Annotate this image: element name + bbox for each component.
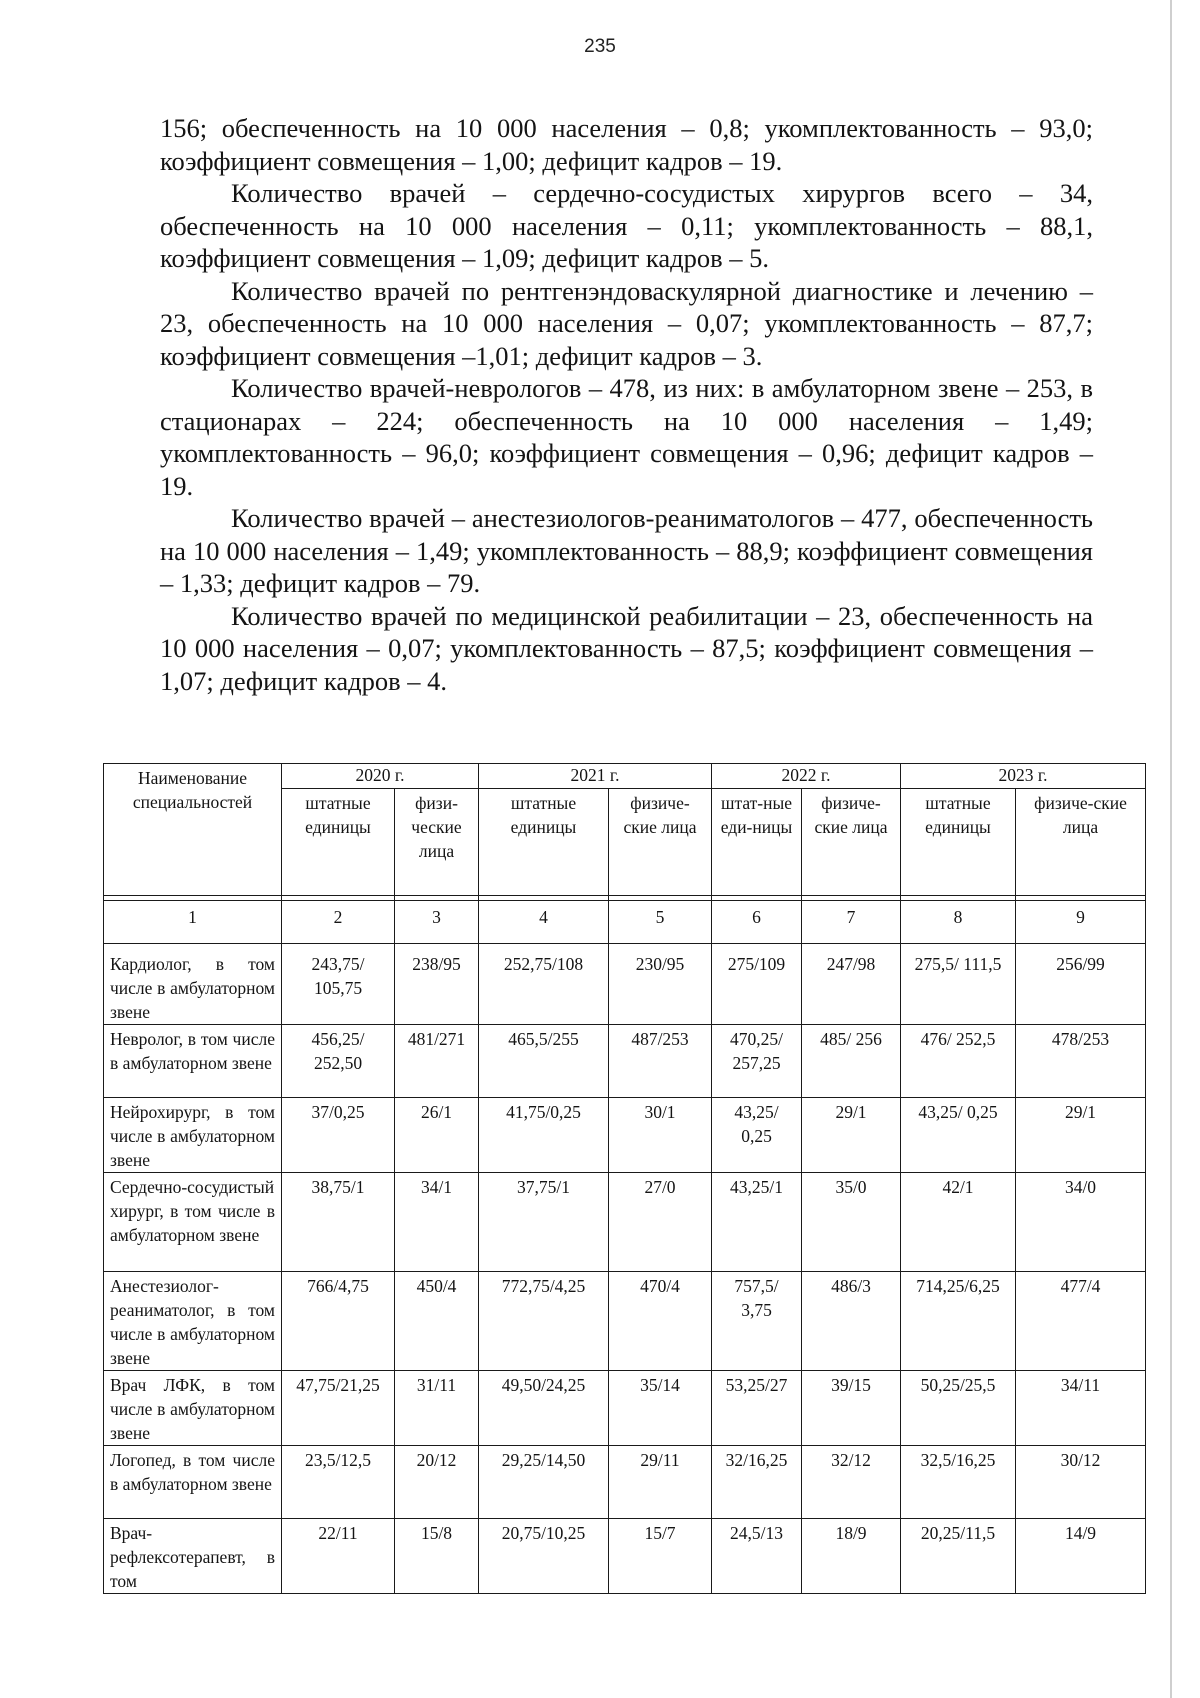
table-cell: 47,75/21,25 bbox=[282, 1371, 395, 1446]
table-cell: 38,75/1 bbox=[282, 1173, 395, 1272]
table-cell: 29/1 bbox=[802, 1098, 901, 1173]
specialty-name: Невролог, в том числе в амбулаторном звене bbox=[104, 1025, 282, 1098]
header-specialty: Наименование специальностей bbox=[104, 764, 282, 896]
table-row bbox=[104, 1025, 1146, 1098]
table-cell: 766/4,75 bbox=[282, 1272, 395, 1371]
specialty-name: Логопед, в том числе в амбулаторном звене bbox=[104, 1446, 282, 1519]
table-cell: 26/1 bbox=[395, 1098, 479, 1173]
table-cell: 32/12 bbox=[802, 1446, 901, 1519]
table-cell: 18/9 bbox=[802, 1519, 901, 1594]
table-cell: 256/99 bbox=[1016, 944, 1146, 1025]
table-cell: 252,75/108 bbox=[479, 944, 609, 1025]
table-cell: 29/1 bbox=[1016, 1098, 1146, 1173]
paragraph: Количество врачей-неврологов – 478, из них: в амбулаторном звене – 253, в стационарах – 224; обеспеченность на 10 000 населения – 1,49; укомплектованность – 96,0; коэффициент совмещения – 0,96; дефицит кадров – 19. bbox=[160, 373, 1093, 501]
table-cell: 41,75/0,25 bbox=[479, 1098, 609, 1173]
table-cell: 20,75/10,25 bbox=[479, 1519, 609, 1594]
header-year-2023: 2023 г. bbox=[901, 764, 1146, 789]
table-cell: 39/15 bbox=[802, 1371, 901, 1446]
table-cell: 476/ 252,5 bbox=[901, 1025, 1016, 1098]
subheader-cell: физиче-ские лица bbox=[609, 789, 712, 896]
body-text bbox=[160, 112, 1093, 697]
table-cell: 456,25/ 252,50 bbox=[282, 1025, 395, 1098]
specialty-name: Кардиолог, в том числе в амбулаторном звене bbox=[104, 944, 282, 1025]
table-cell: 49,50/24,25 bbox=[479, 1371, 609, 1446]
table-cell: 34/0 bbox=[1016, 1173, 1146, 1272]
table-cell: 470/4 bbox=[609, 1272, 712, 1371]
table-cell: 23,5/12,5 bbox=[282, 1446, 395, 1519]
table-cell: 43,25/ 0,25 bbox=[712, 1098, 802, 1173]
table-cell: 486/3 bbox=[802, 1272, 901, 1371]
table-row bbox=[104, 1446, 1146, 1519]
subheader-cell: штатные единицы bbox=[901, 789, 1016, 896]
table-cell: 487/253 bbox=[609, 1025, 712, 1098]
table-cell: 43,25/ 0,25 bbox=[901, 1098, 1016, 1173]
column-number-row bbox=[104, 901, 1146, 944]
column-number: 7 bbox=[802, 901, 901, 944]
table-cell: 29,25/14,50 bbox=[479, 1446, 609, 1519]
table-cell: 35/14 bbox=[609, 1371, 712, 1446]
paragraph: Количество врачей – сердечно-сосудистых хирургов всего – 34, обеспеченность на 10 000 населения – 0,11; укомплектованность – 88,1, коэффициент совмещения – 1,09; дефицит кадров – 5. bbox=[160, 178, 1093, 273]
table-cell: 37,75/1 bbox=[479, 1173, 609, 1272]
specialty-name: Анестезиолог-реаниматолог, в том числе в амбулаторном звене bbox=[104, 1272, 282, 1371]
table-cell: 772,75/4,25 bbox=[479, 1272, 609, 1371]
staffing-table bbox=[103, 763, 1146, 1594]
table-cell: 37/0,25 bbox=[282, 1098, 395, 1173]
staffing-table-container bbox=[103, 763, 1145, 1594]
subheader-cell: штат-ные еди-ницы bbox=[712, 789, 802, 896]
table-cell: 470,25/ 257,25 bbox=[712, 1025, 802, 1098]
table-cell: 15/8 bbox=[395, 1519, 479, 1594]
page-edge-line bbox=[1170, 0, 1172, 1698]
table-cell: 478/253 bbox=[1016, 1025, 1146, 1098]
specialty-name: Врач ЛФК, в том числе в амбулаторном звене bbox=[104, 1371, 282, 1446]
table-cell: 15/7 bbox=[609, 1519, 712, 1594]
page-number: 235 bbox=[584, 36, 616, 57]
table-cell: 481/271 bbox=[395, 1025, 479, 1098]
column-number: 4 bbox=[479, 901, 609, 944]
table-cell: 714,25/6,25 bbox=[901, 1272, 1016, 1371]
specialty-name: Нейрохирург, в том числе в амбулаторном звене bbox=[104, 1098, 282, 1173]
table-cell: 53,25/27 bbox=[712, 1371, 802, 1446]
column-number: 8 bbox=[901, 901, 1016, 944]
table-cell: 27/0 bbox=[609, 1173, 712, 1272]
paragraph: Количество врачей по медицинской реабилитации – 23, обеспеченность на 10 000 населения – 0,07; укомплектованность – 87,5; коэффициент совмещения –1,07; дефицит кадров – 4. bbox=[160, 600, 1093, 696]
table-cell: 34/1 bbox=[395, 1173, 479, 1272]
table-cell: 20/12 bbox=[395, 1446, 479, 1519]
subheader-cell: физи-ческие лица bbox=[395, 789, 479, 896]
column-number: 1 bbox=[104, 901, 282, 944]
table-cell: 24,5/13 bbox=[712, 1519, 802, 1594]
table-row bbox=[104, 1371, 1146, 1446]
table-cell: 30/1 bbox=[609, 1098, 712, 1173]
paragraph: Количество врачей – анестезиологов-реаниматологов – 477, обеспеченность на 10 000 населения – 1,49; укомплектованность – 88,9; коэффициент совмещения – 1,33; дефицит кадров – 79. bbox=[160, 503, 1093, 598]
table-cell: 243,75/ 105,75 bbox=[282, 944, 395, 1025]
table-cell: 35/0 bbox=[802, 1173, 901, 1272]
table-cell: 50,25/25,5 bbox=[901, 1371, 1016, 1446]
table-header-row bbox=[104, 764, 1146, 789]
subheader-cell: физиче-ские лица bbox=[1016, 789, 1146, 896]
table-cell: 30/12 bbox=[1016, 1446, 1146, 1519]
subheader-cell: штатные единицы bbox=[479, 789, 609, 896]
subheader-cell: физиче-ские лица bbox=[802, 789, 901, 896]
table-cell: 477/4 bbox=[1016, 1272, 1146, 1371]
table-row bbox=[104, 1098, 1146, 1173]
table-row bbox=[104, 1519, 1146, 1594]
table-cell: 275/109 bbox=[712, 944, 802, 1025]
column-number: 2 bbox=[282, 901, 395, 944]
table-cell: 32/16,25 bbox=[712, 1446, 802, 1519]
table-cell: 32,5/16,25 bbox=[901, 1446, 1016, 1519]
table-row bbox=[104, 1272, 1146, 1371]
table-cell: 275,5/ 111,5 bbox=[901, 944, 1016, 1025]
paragraph: Количество врачей по рентгенэндоваскулярной диагностике и лечению – 23, обеспеченность на 10 000 населения – 0,07; укомплектованность – 87,7; коэффициент совмещения –1,01; дефицит кадров – 3. bbox=[160, 275, 1093, 371]
specialty-name: Врач-рефлексотерапевт, в том bbox=[104, 1519, 282, 1594]
table-cell: 20,25/11,5 bbox=[901, 1519, 1016, 1594]
table-cell: 450/4 bbox=[395, 1272, 479, 1371]
specialty-name: Сердечно-сосудистый хирург, в том числе в амбулаторном звене bbox=[104, 1173, 282, 1272]
table-row bbox=[104, 1173, 1146, 1272]
table-cell: 22/11 bbox=[282, 1519, 395, 1594]
column-number: 9 bbox=[1016, 901, 1146, 944]
column-number: 6 bbox=[712, 901, 802, 944]
table-cell: 42/1 bbox=[901, 1173, 1016, 1272]
paragraph: 156; обеспеченность на 10 000 населения – 0,8; укомплектованность – 93,0; коэффициент совмещения – 1,00; дефицит кадров – 19. bbox=[160, 113, 1093, 176]
table-cell: 247/98 bbox=[802, 944, 901, 1025]
header-year-2022: 2022 г. bbox=[712, 764, 901, 789]
table-cell: 757,5/ 3,75 bbox=[712, 1272, 802, 1371]
table-cell: 238/95 bbox=[395, 944, 479, 1025]
table-cell: 14/9 bbox=[1016, 1519, 1146, 1594]
subheader-cell: штатные единицы bbox=[282, 789, 395, 896]
table-cell: 34/11 bbox=[1016, 1371, 1146, 1446]
table-cell: 465,5/255 bbox=[479, 1025, 609, 1098]
table-cell: 43,25/1 bbox=[712, 1173, 802, 1272]
table-cell: 29/11 bbox=[609, 1446, 712, 1519]
table-cell: 485/ 256 bbox=[802, 1025, 901, 1098]
table-cell: 230/95 bbox=[609, 944, 712, 1025]
column-number: 5 bbox=[609, 901, 712, 944]
header-year-2021: 2021 г. bbox=[479, 764, 712, 789]
table-cell: 31/11 bbox=[395, 1371, 479, 1446]
header-year-2020: 2020 г. bbox=[282, 764, 479, 789]
table-row bbox=[104, 944, 1146, 1025]
column-number: 3 bbox=[395, 901, 479, 944]
